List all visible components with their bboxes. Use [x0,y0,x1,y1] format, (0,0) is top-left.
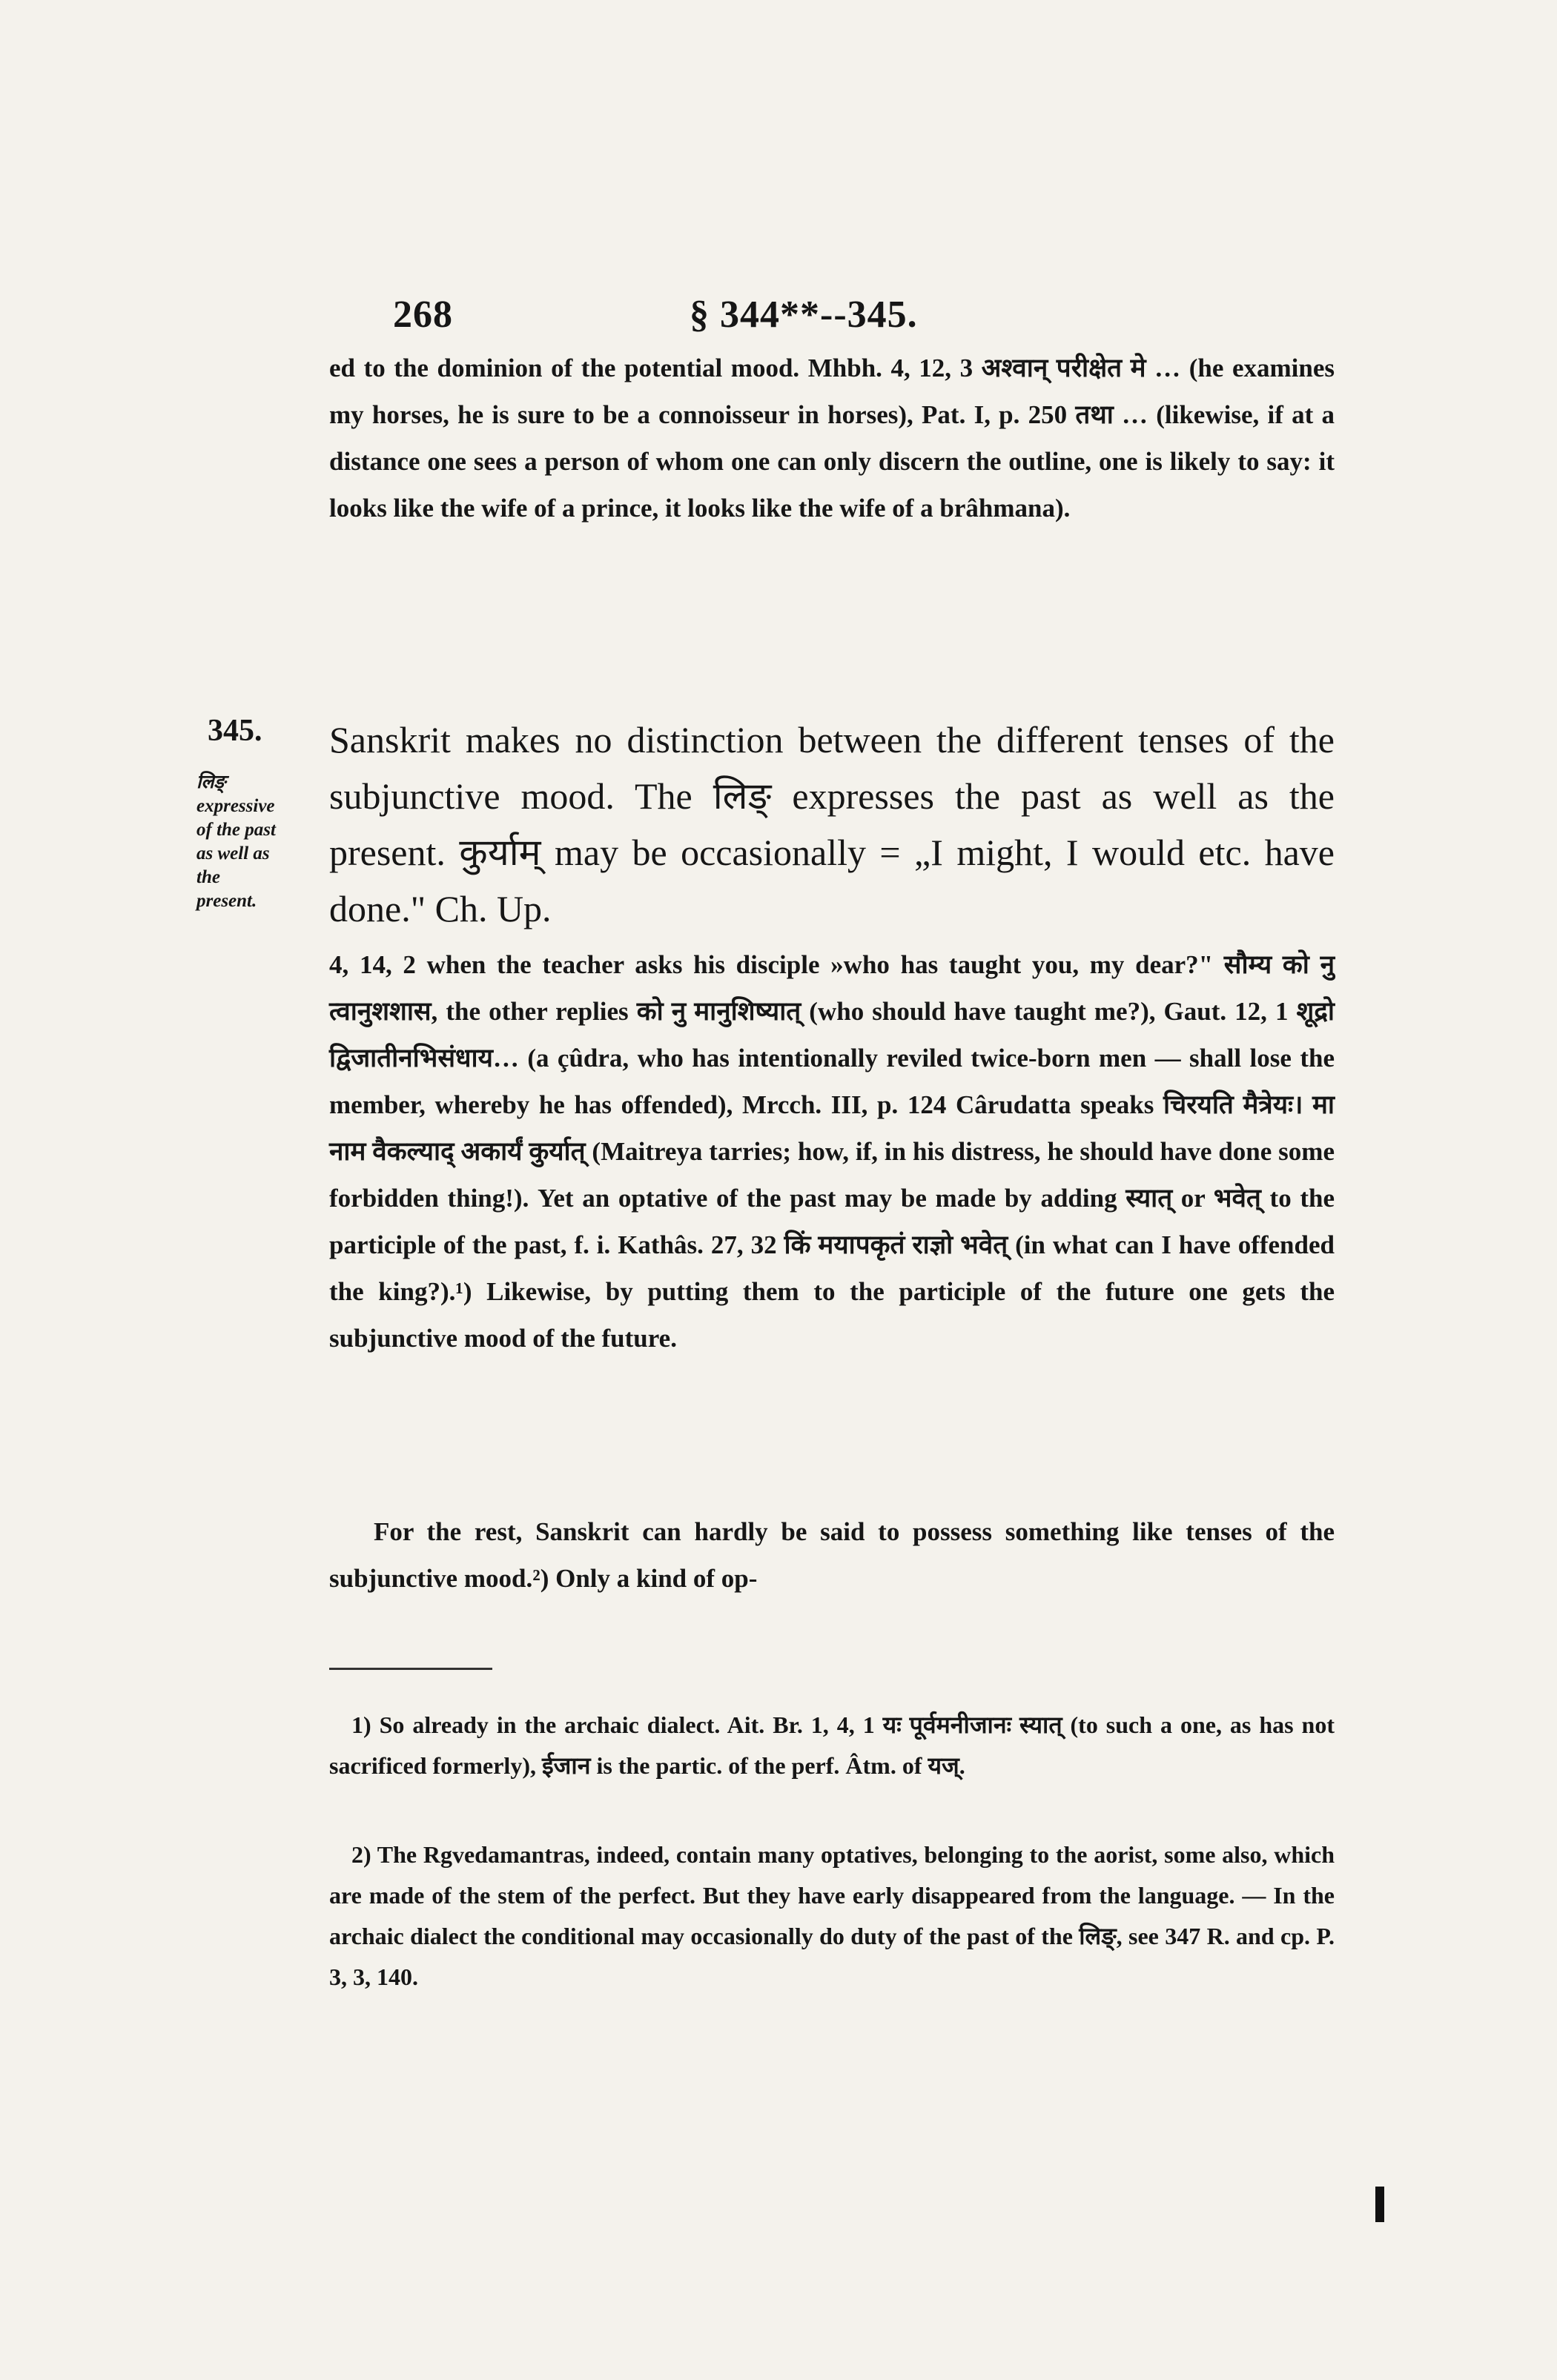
page-number: 268 [393,294,453,336]
section-345-intro: Sanskrit makes no distinction between the different tenses of the subjunctive mood. The लिङ् expresses the past as well as the present. कुर्याम् may be occasionally = „I might, I would etc. have done." Ch. Up. [329,719,1335,929]
paragraph-tenses: For the rest, Sanskrit can hardly be said to possess something like tenses of the subjunctive mood.²) Only a kind of op- [329,1517,1335,1593]
footnote-2: 2) The Rgvedamantras, indeed, contain many optatives, belonging to the aorist, some also, which are made of the stem of the perfect. But they have early disappeared from the language. — In the archaic dialect the conditional may occasionally do duty of the past of the लिङ्, see 347 R. and cp. P. 3, 3, 140. [329,1841,1335,1990]
scan-mark [1375,2187,1384,2222]
footnote-1: 1) So already in the archaic dialect. Ait. Br. 1, 4, 1 यः पूर्वमनीजानः स्यात् (to such a one, as has not sacrificed formerly), ईजान is the partic. of the perf. Âtm. of यज्. [329,1711,1335,1779]
running-header [393,293,918,337]
section-number: 345. [208,714,262,748]
footnote-rule [329,1668,492,1670]
paragraph-continuation: ed to the dominion of the potential mood. Mhbh. 4, 12, 3 अश्वान् परीक्षेत मे … (he examines my horses, he is sure to be a connoisseur in horses), Pat. I, p. 250 तथा … (likewise, if at a distance one sees a person of whom one can only discern the outline, one is likely to say: it looks like the wife of a prince, it looks like the wife of a brâhmana). [329,354,1335,523]
margin-note: लिङ् expressive of the past as well as the present. [196,772,276,911]
section-345-body: 4, 14, 2 when the teacher asks his disciple »who has taught you, my dear?" सौम्य को नु त्वानुशशास, the other replies को नु मानुशिष्यात् (who should have taught me?), Gaut. 12, 1 शूद्रो द्विजातीनभिसंधाय… (a çûdra, who has intentionally reviled twice-born men — shall lose the member, whereby he has offended), Mrcch. III, p. 124 Cârudatta speaks चिरयति मैत्रेयः। मा नाम वैकल्याद् अकार्यं कुर्यात् (Maitreya tarries; how, if, in his distress, he should have done some forbidden thing!). Yet an optative of the past may be made by adding स्यात् or भवेत् to the participle of the past, f. i. Kathâs. 27, 32 किं मयापकृतं राज्ञो भवेत् (in what can I have offended the king?).¹) Likewise, by putting them to the participle of the future one gets the subjunctive mood of the future. [329,950,1335,1353]
section-reference: § 344**--345. [690,294,918,336]
